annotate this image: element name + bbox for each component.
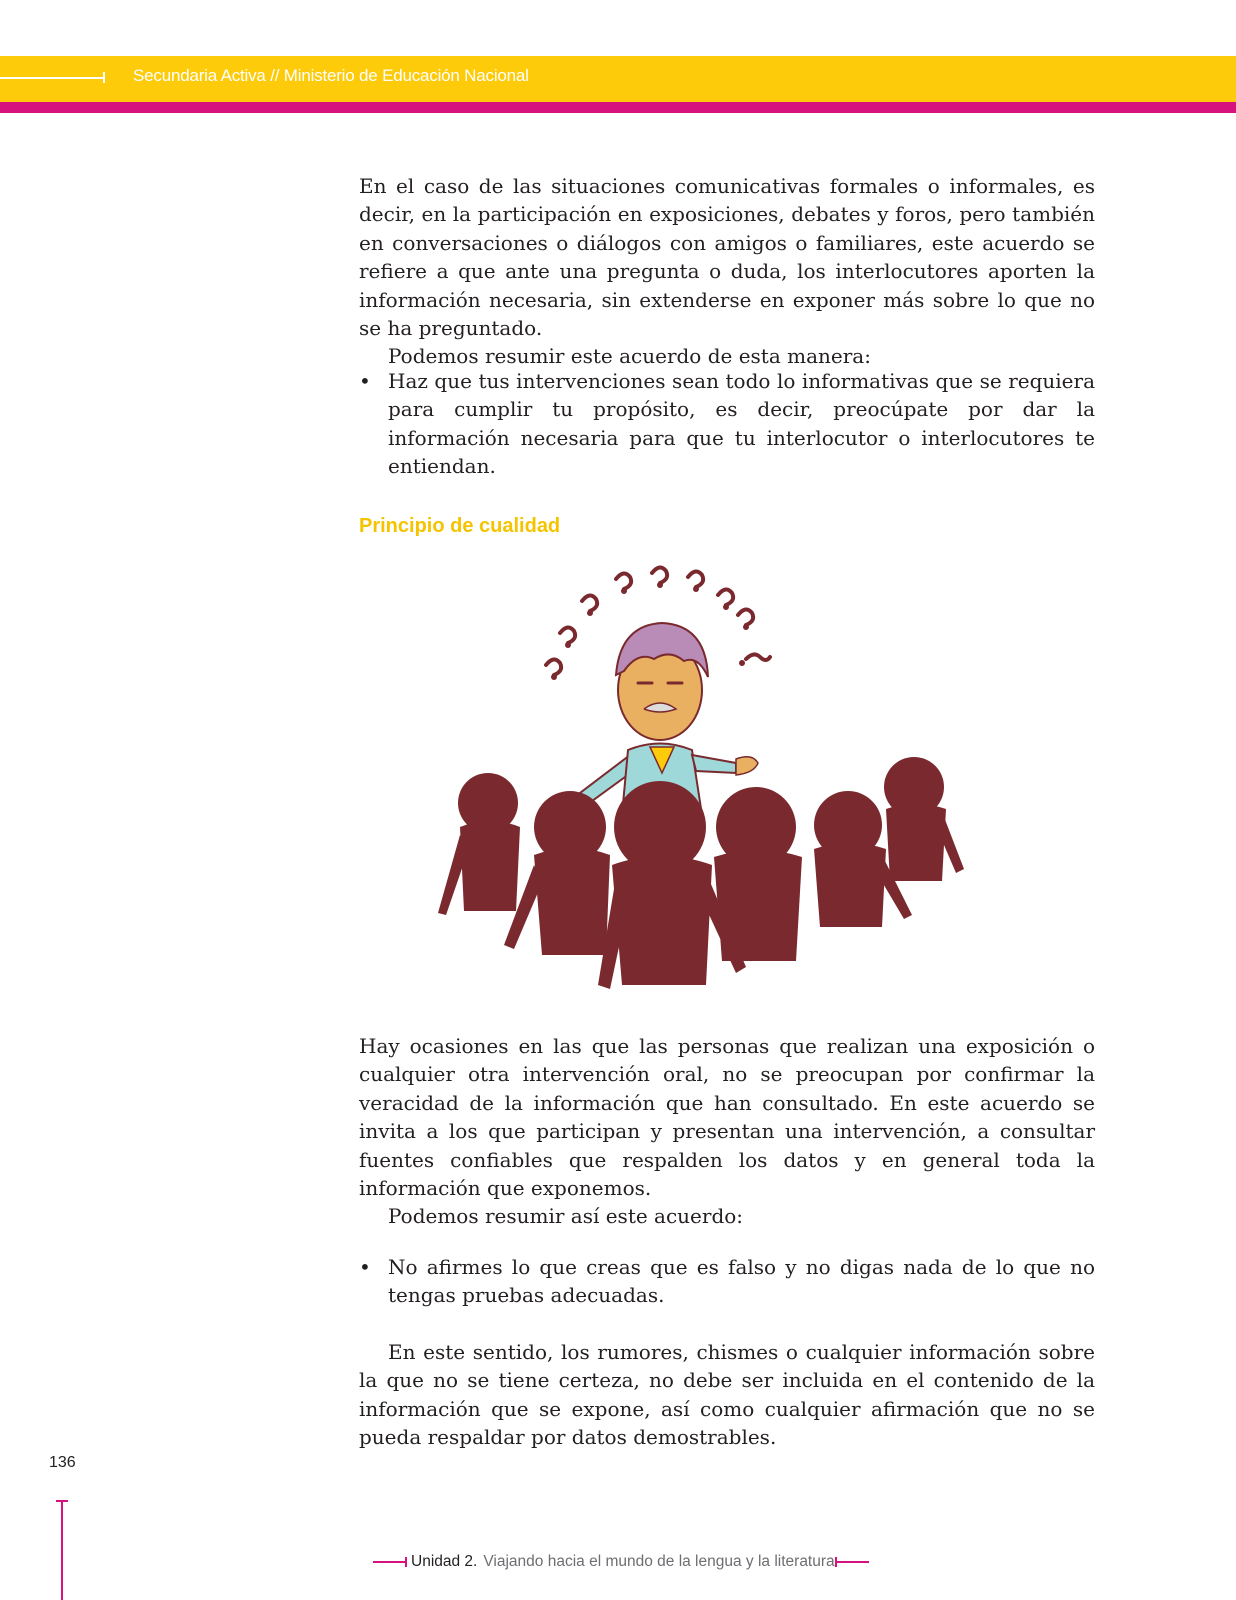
footer-title: Viajando hacia el mundo de la lengua y la literatura bbox=[483, 1553, 835, 1570]
footer bbox=[373, 1553, 869, 1577]
list-item bbox=[359, 1253, 1095, 1310]
quality-block bbox=[359, 1032, 1095, 1231]
side-rule bbox=[61, 1500, 63, 1600]
bullet-text: No afirmes lo que creas que es falso y no digas nada de lo que no tengas pruebas adecuadas. bbox=[388, 1255, 1095, 1308]
header-rule bbox=[0, 77, 104, 79]
page-number: 136 bbox=[49, 1454, 76, 1471]
bullet-list-2 bbox=[359, 1253, 1095, 1310]
footer-rule-left bbox=[373, 1561, 407, 1563]
speaker-audience-illustration bbox=[430, 565, 1010, 1025]
closing-paragraph: En este sentido, los rumores, chismes o cualquier información sobre la que no se tiene certeza, no debe ser incluida en el contenido de la información que se expone, así como cualquier afirmación que no se pueda respaldar por datos demostrables. bbox=[359, 1340, 1095, 1450]
bullet-list-1 bbox=[359, 367, 1095, 481]
quality-summary: Podemos resumir así este acuerdo: bbox=[388, 1204, 744, 1229]
audience-silhouettes bbox=[438, 757, 964, 989]
intro-summary: Podemos resumir este acuerdo de esta manera: bbox=[388, 344, 871, 369]
bullet-icon: • bbox=[359, 369, 371, 393]
footer-rule-right bbox=[835, 1561, 869, 1563]
section-heading: Principio de cualidad bbox=[359, 515, 561, 537]
intro-paragraph: En el caso de las situaciones comunicativas formales o informales, es decir, en la participación en exposiciones, debates y foros, pero también en conversaciones o diálogos con amigos o familiares, este acuerdo se refiere a que ante una pregunta o duda, los interlocutores aporten la información necesaria, sin extenderse en exponer más sobre lo que no se ha preguntado. bbox=[359, 174, 1095, 341]
header-accent-stripe bbox=[0, 102, 1236, 113]
header-rule-tick bbox=[103, 72, 105, 83]
closing-block bbox=[359, 1338, 1095, 1452]
footer-unit: Unidad 2. bbox=[411, 1553, 478, 1570]
bullet-icon: • bbox=[359, 1255, 371, 1279]
bullet-text: Haz que tus intervenciones sean todo lo informativas que se requiera para cumplir tu propósito, es decir, preocúpate por dar la información necesaria para que tu interlocutor o interlocutores te entiendan. bbox=[388, 369, 1095, 479]
list-item bbox=[359, 367, 1095, 481]
quality-paragraph: Hay ocasiones en las que las personas que realizan una exposición o cualquier otra intervención oral, no se preocupan por confirmar la veracidad de la información que han consultado. En este acuerdo se invita a los que participan y presentan una intervención, a consultar fuentes confiables que respalden los datos y en general toda la información que exponemos. bbox=[359, 1034, 1095, 1201]
header-title: Secundaria Activa // Ministerio de Educación Nacional bbox=[133, 66, 529, 85]
intro-block bbox=[359, 172, 1095, 371]
